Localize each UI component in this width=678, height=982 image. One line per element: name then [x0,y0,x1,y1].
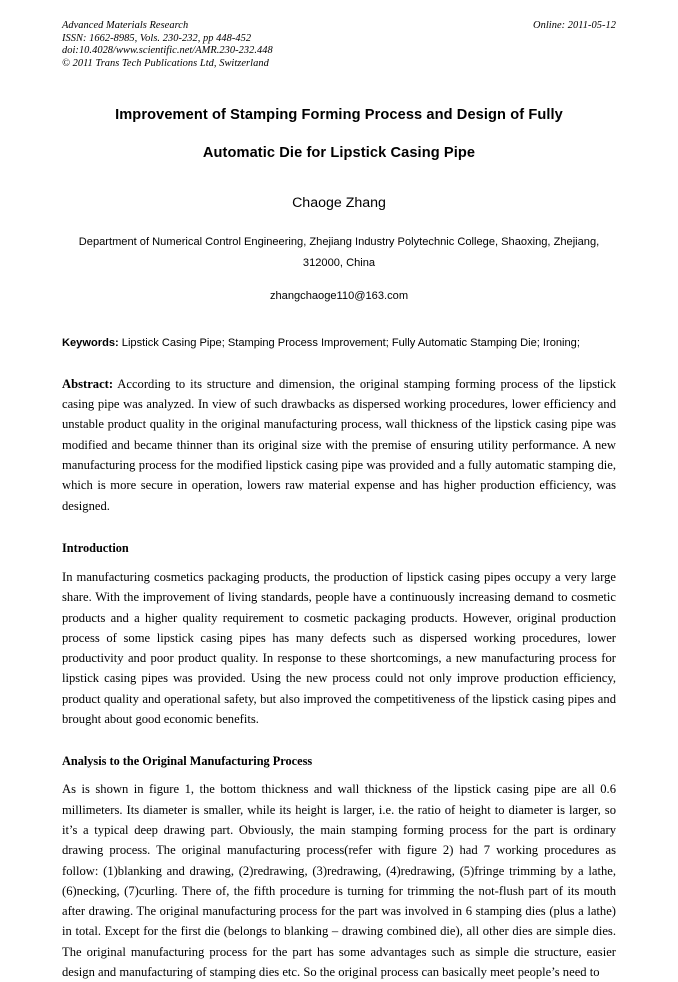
journal-header [62,20,616,70]
keywords-label: Keywords: [62,337,119,350]
keywords-block [62,334,616,353]
author-name: Chaoge Zhang [292,195,386,212]
author-affiliation: Department of Numerical Control Engineering, Zhejiang Industry Polytechnic College, Shaoxing, Zhejiang, 312000, China [78,236,600,270]
section-heading-introduction: Introduction [62,540,129,555]
journal-doi-line: doi:10.4028/www.scientific.net/AMR.230-232.448 [62,45,273,57]
journal-copyright-line: © 2011 Trans Tech Publications Ltd, Switzerland [62,57,269,69]
journal-issn-line: ISSN: 1662-8985, Vols. 230-232, pp 448-452 [62,32,252,44]
section-heading-analysis: Analysis to the Original Manufacturing Process [62,754,313,769]
abstract-block [62,374,616,516]
paper-title [62,96,616,172]
paper-title-line-1: Improvement of Stamping Forming Process and Design of Fully [115,107,563,124]
section-paragraph-analysis: As is shown in figure 1, the bottom thickness and wall thickness of the lipstick casing pipe are all 0.6 millimeters. Its diameter is smaller, while its height is larger, i.e. the ratio of height to diameter is larger, so it’s a typical deep drawing part. Obviously, the main stamping forming process for the part is ordinary drawing process. The original manufacturing process(refer with figure 2) had 7 working procedures as follow: (1)blanking and drawing, (2)redrawing, (3)redrawing, (4)redrawing, (5)fringe trimming by a lathe, (6)necking, (7)curling. There of, the fifth procedure is turning for trimming the not-flush part of its mouth after drawing. The original manufacturing process for the part was involved in 6 stamping dies (plus a lathe) in total. Except for the first die (belongs to blanking – drawing combined die), all other dies are simple dies. The original manufacturing process for the part has some advantages such as simple die structure, easier design and manufacturing of stamping dies etc. So the original process can basically meet people’s need to [62,782,616,979]
author-email[interactable]: zhangchaoge110@163.com [269,290,409,303]
paper-title-line-2: Automatic Die for Lipstick Casing Pipe [202,145,476,162]
journal-name: Advanced Materials Research [62,20,189,31]
online-publication-date: Online: 2011-05-12 [533,20,616,31]
abstract-text: According to its structure and dimension, the original stamping forming process of the lipstick casing pipe was analyzed. In view of such drawbacks as dispersed working procedures, lower efficiency and unstable product quality in the original manufacturing process, wall thickness of the lipstick casing pipe was modified and became thinner than its original size with the premise of ensuring utility performance. A new manufacturing process for the modified lipstick casing pipe was provided and a fully automatic stamping die, which is more secure in operation, lowers raw material expense and has higher production efficiency, was designed. [62,376,616,513]
section-paragraph-introduction: In manufacturing cosmetics packaging products, the production of lipstick casing pipes occupy a very large share. With the improvement of living standards, people have a continuously increasing demand to cosmetic products and a higher quality requirement to cosmetic packaging products. However, original production process of some lipstick casing pipes has many defects such as dispersed working procedures, lower productivity and poor product quality. In response to these shortcomings, a new manufacturing process for lipstick casing pipes was provided. Using the new process could not only improve production efficiency, product quality and operational safety, but also improved the competitiveness of the lipstick casing pipes and brought about good economic benefits. [62,569,616,727]
abstract-label: Abstract: [62,376,114,391]
keywords-value: Lipstick Casing Pipe; Stamping Process Improvement; Fully Automatic Stamping Die; Ironing; [118,337,580,350]
